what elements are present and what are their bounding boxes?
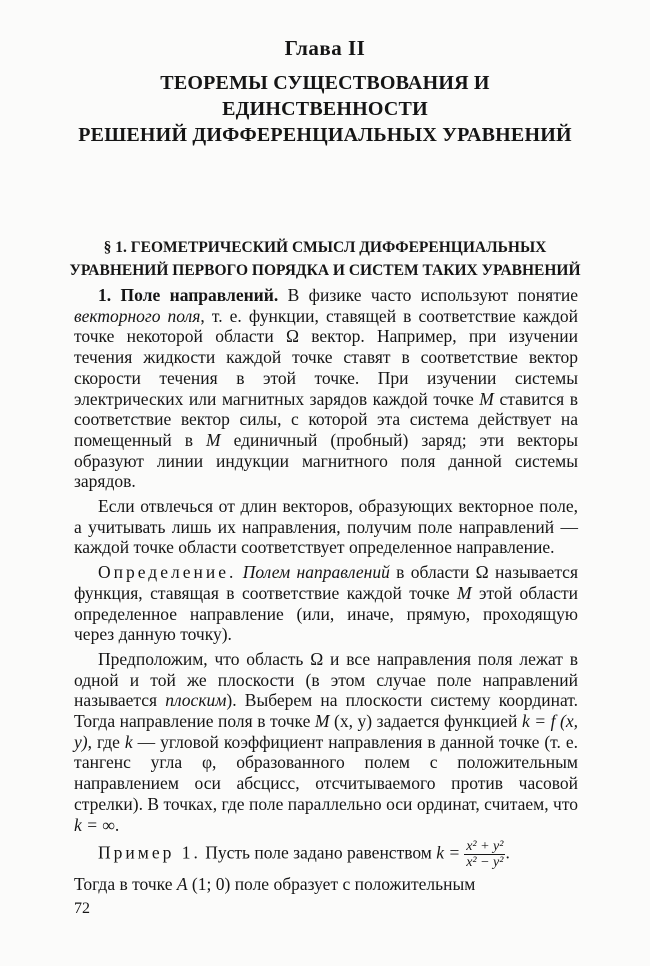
chapter-title-line: РЕШЕНИЙ ДИФФЕРЕНЦИАЛЬНЫХ УРАВНЕНИЙ	[78, 124, 572, 146]
section-heading-line: УРАВНЕНИЙ ПЕРВОГО ПОРЯДКА И СИСТЕМ ТАКИХ УРАВНЕНИЙ	[69, 262, 581, 279]
formula: k = ∞	[74, 814, 115, 835]
emphasis: Полем направлений	[242, 562, 390, 583]
emphasis: M	[479, 388, 494, 409]
chapter-heading: Глава II	[284, 36, 366, 60]
paragraph: Если отвлечься от длин векторов, образующих векторное поле, а учитывать лишь их направления, получим поле направлений — каждой точке области соответствует определенное направление.	[74, 496, 578, 558]
formula: k =	[436, 842, 461, 863]
text: Пусть поле задано равенством	[200, 842, 437, 863]
text: Тогда в точке	[74, 874, 177, 895]
text: , где	[87, 731, 125, 752]
text: .	[505, 842, 510, 863]
fraction-denominator: x² − y²	[466, 855, 504, 871]
section-heading	[60, 236, 590, 282]
fraction-numerator: x² + y²	[466, 839, 504, 855]
text: Предположим, что область Ω и все направления поля лежат в одной и той же плоскости (в этом случае поле направлений называется	[74, 648, 578, 711]
emphasis: k	[124, 731, 133, 752]
chapter-title	[60, 70, 590, 148]
paragraph	[74, 562, 578, 645]
text: — угловой коэффициент направления в данной точке (т. е. тангенс угла φ, образованного полем с положительным направлением оси абсцисс, отсчитываемого против часовой стрелки). В точках, где поле параллельно оси ординат, считаем, что	[74, 731, 579, 814]
paragraph	[74, 649, 578, 835]
example-label: Пример 1.	[98, 842, 201, 863]
formula: k = f (x, y)	[74, 711, 578, 752]
text: единичный (пробный) заряд; эти векторы образуют линии индукции магнитного поля данной системы зарядов.	[74, 429, 578, 492]
section-heading-line: § 1. ГЕОМЕТРИЧЕСКИЙ СМЫСЛ ДИФФЕРЕНЦИАЛЬНЫХ	[103, 239, 547, 256]
text: этой области определенное направление (или, иначе, прямую, проходящую через данную точку).	[74, 582, 578, 645]
text: В физике часто используют понятие	[278, 285, 578, 305]
text: в области Ω называется функция, ставящая в соответствие каждой точке	[74, 562, 579, 603]
text: .	[114, 814, 120, 835]
text: (1; 0) поле образует с положительным	[187, 874, 476, 895]
emphasis: M	[457, 582, 472, 603]
example-paragraph	[74, 839, 578, 870]
emphasis: M	[314, 711, 330, 732]
text: ). Выберем на плоскости систему координат. Тогда направление поля в точке	[74, 690, 578, 732]
body-text	[74, 285, 578, 899]
paragraph	[74, 874, 578, 895]
subsection-heading: 1. Поле направлений.	[98, 285, 279, 305]
chapter-title-line: ТЕОРЕМЫ СУЩЕСТВОВАНИЯ И ЕДИНСТВЕННОСТИ	[160, 72, 490, 120]
page-number: 72	[74, 900, 90, 917]
emphasis: плоским	[165, 690, 227, 711]
definition-label: Определение.	[98, 562, 237, 583]
text: , т. е. функции, ставящей в соответствие каждой точке некоторой области Ω вектор. Например, при изучении течения жидкости каждой точке ставят в соответствие вектор скорости течения в этой точке. При изучении системы электрических или магнитных зарядов каждой точке	[74, 305, 578, 409]
text: (x, y) задается функцией	[329, 711, 522, 732]
emphasis: A	[176, 874, 188, 895]
emphasis: векторного поля	[74, 305, 201, 326]
text: ставится в соответствие вектор силы, с которой эта система действует на помещенный в	[74, 388, 579, 450]
emphasis: M	[206, 429, 221, 450]
fraction	[464, 839, 505, 870]
paragraph	[74, 285, 578, 492]
